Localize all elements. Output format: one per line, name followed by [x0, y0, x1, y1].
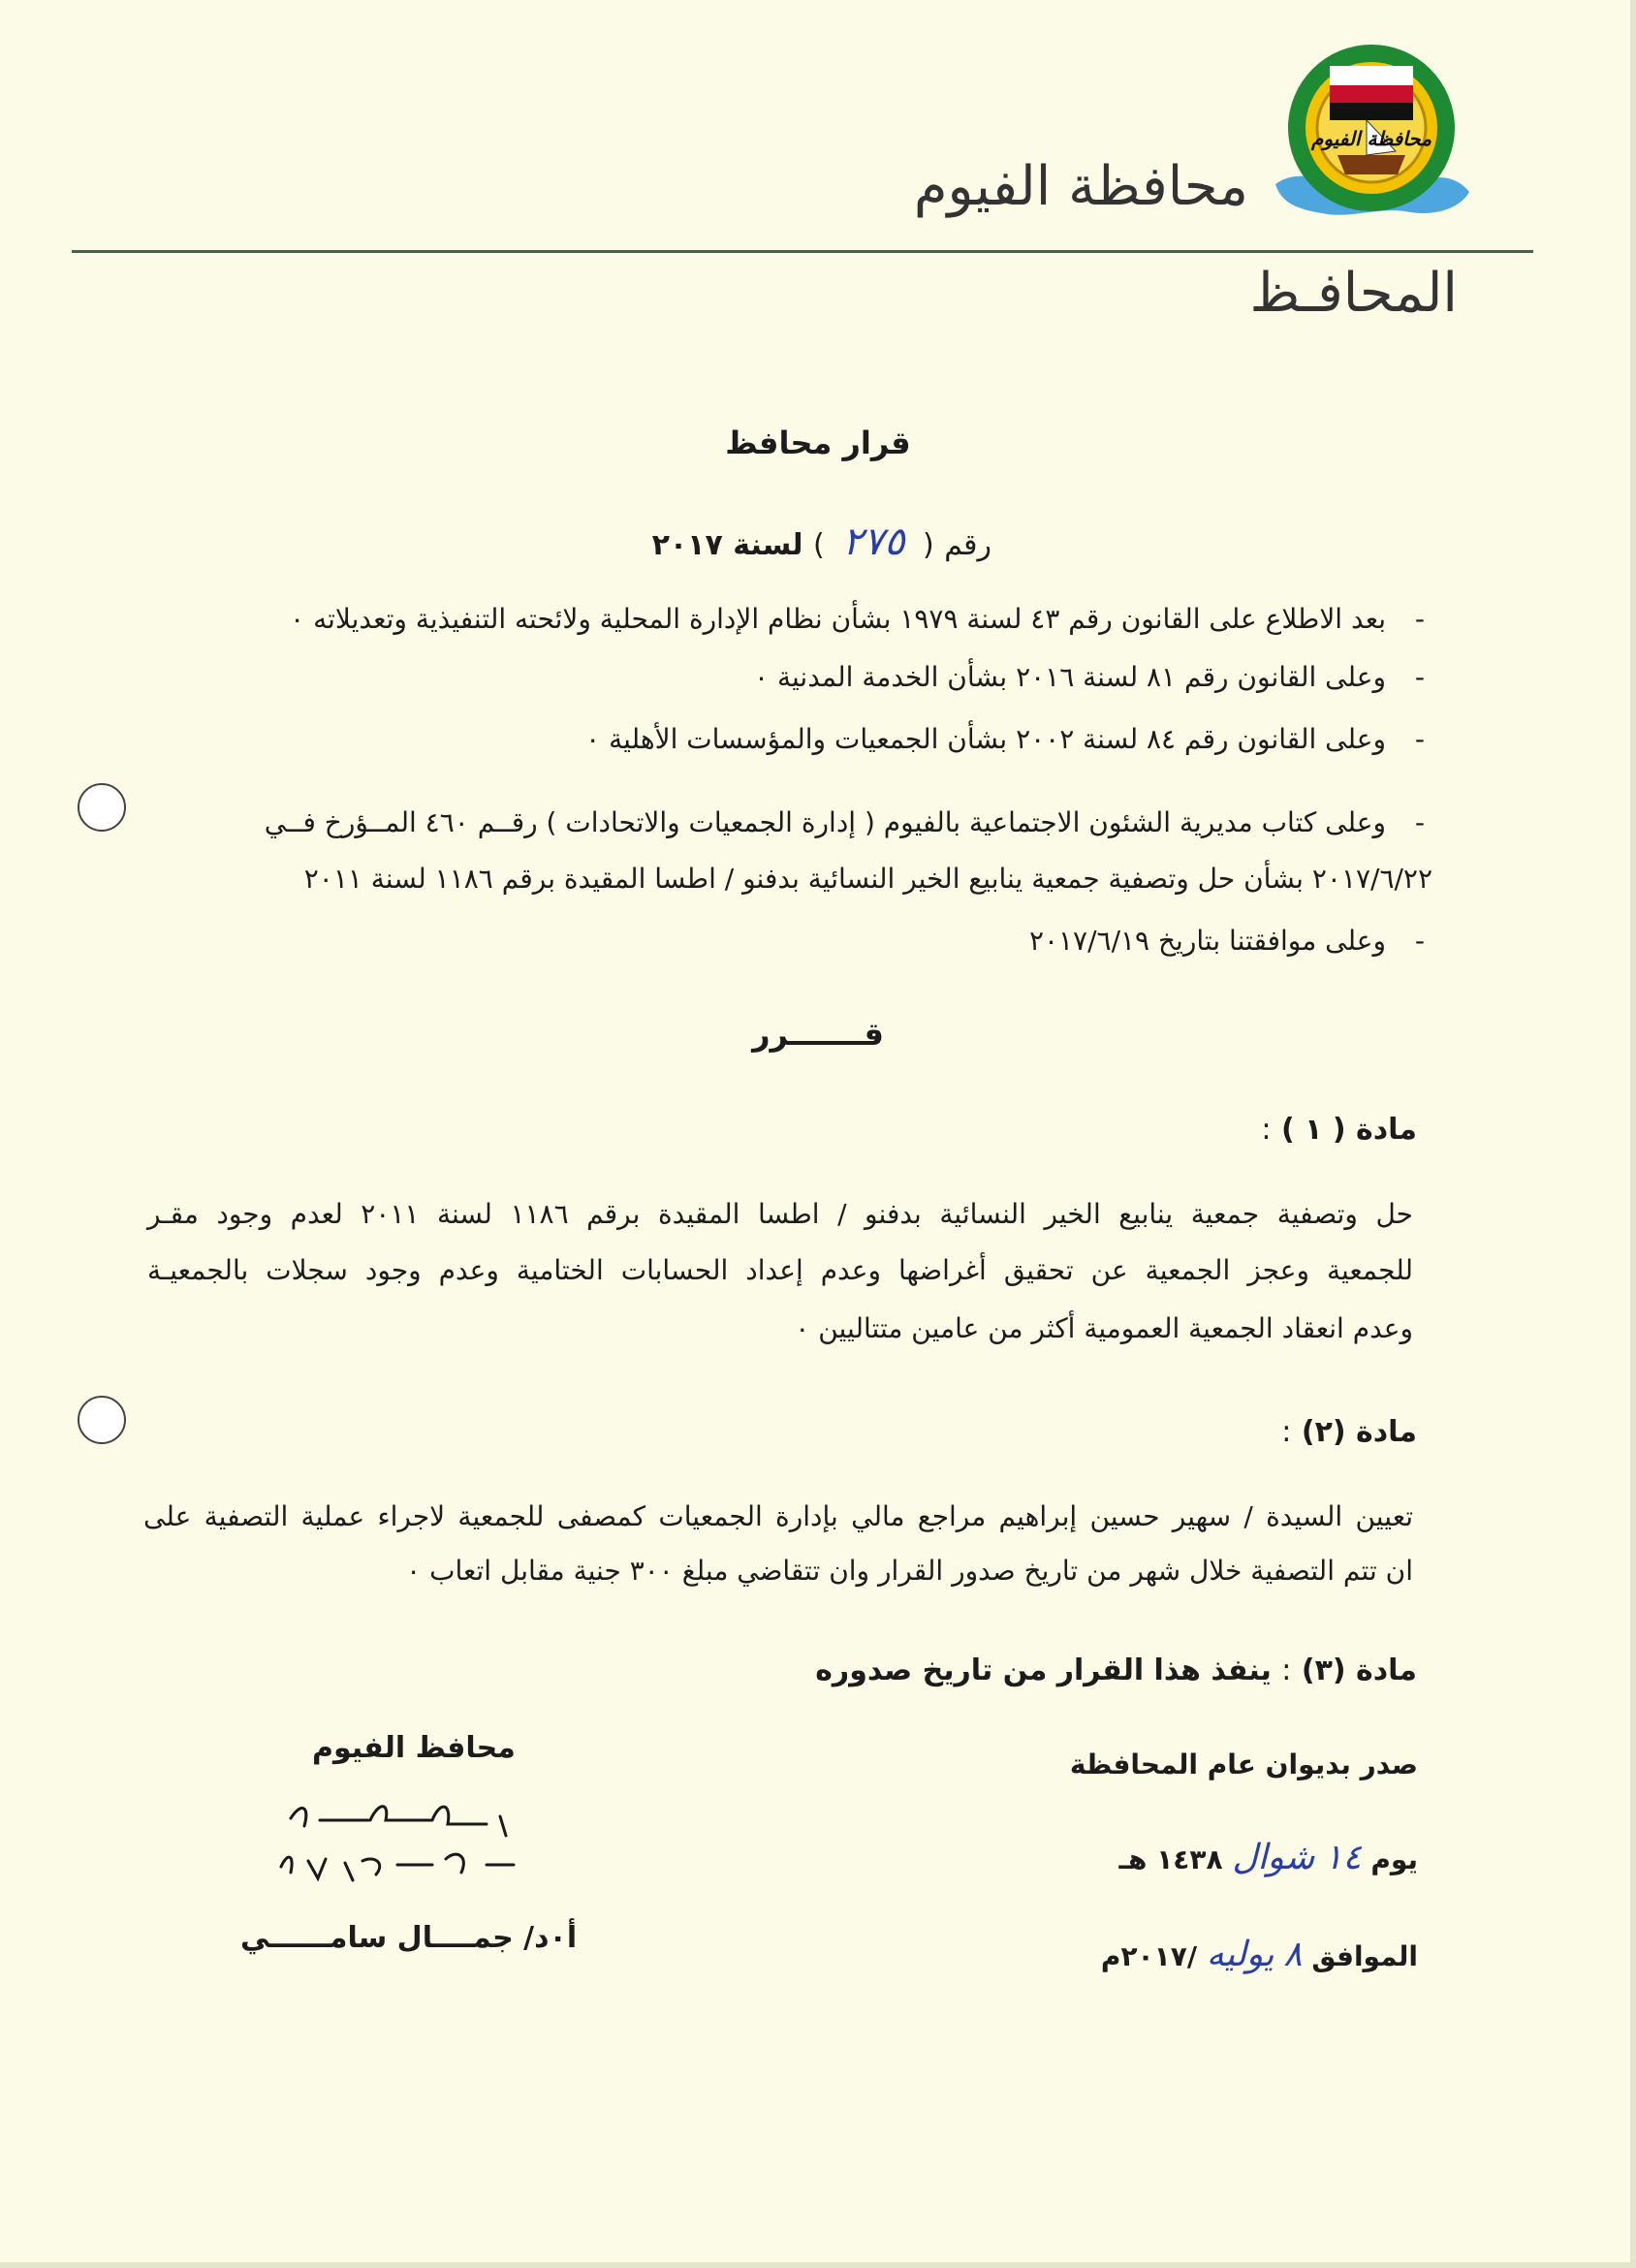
article-1-colon: :	[1261, 1113, 1272, 1147]
governorate-title: محافظة الفيوم	[913, 155, 1248, 218]
number-paren-open: (	[923, 528, 934, 562]
office-title: المحافـظ	[1249, 262, 1458, 325]
punch-hole-bottom	[78, 1396, 126, 1444]
preamble-line-2: وعلى القانون رقم ٨١ لسنة ٢٠١٦ بشأن الخدمة المدنية ٠	[754, 661, 1386, 693]
article-3-text: ينفذ هذا القرار من تاريخ صدوره	[815, 1654, 1272, 1687]
preamble-line-4a: وعلى كتاب مديرية الشئون الاجتماعية بالفيوم ( إدارة الجمعيات والاتحادات ) رقــم ٤٦٠ المــؤرخ فــي	[264, 806, 1386, 838]
header-divider	[72, 250, 1533, 253]
article-1-title: مادة ( ١ )	[1280, 1113, 1417, 1147]
decision-year: لسنة ٢٠١٧	[651, 528, 803, 562]
article-2-line-2: ان تتم التصفية خلال شهر من تاريخ صدور القرار وان تتقاضي مبلغ ٣٠٠ جنية مقابل اتعاب ٠	[406, 1555, 1413, 1587]
article-1-line-3: وعدم انعقاد الجمعية العمومية أكثر من عامين متتاليين ٠	[795, 1312, 1413, 1344]
bullet-dash: -	[1414, 723, 1425, 755]
governor-name: أ٠د/ جمــــال سامــــــي	[240, 1921, 578, 1955]
article-2-title: مادة (٢)	[1301, 1415, 1417, 1449]
decision-title: قرار محافظ	[725, 425, 911, 461]
corresponding-label: الموافق	[1311, 1940, 1418, 1972]
bullet-dash: -	[1414, 603, 1425, 635]
article-2-colon: :	[1281, 1415, 1292, 1449]
decides-heading: قـــــــرر	[752, 1016, 884, 1053]
day-handwritten: ١٤	[1323, 1838, 1362, 1877]
article-3-colon: :	[1281, 1654, 1292, 1687]
gregorian-date-line	[1101, 1935, 1418, 1974]
preamble-line-4b: ٢٠١٧/٦/٢٢ بشأن حل وتصفية جمعية ينابيع الخير النسائية بدفنو / اطسا المقيدة برقم ١١٨٦ لسنة ٢٠١١	[303, 863, 1432, 895]
gregorian-month-handwritten: يوليه	[1206, 1935, 1274, 1974]
article-1-line-2: للجمعية وعجز الجمعية عن تحقيق أغراضها وعدم إعداد الحسابات الختامية وعدم وجود سجلات بالجمعيـة	[147, 1254, 1413, 1286]
article-2-heading	[1281, 1415, 1417, 1449]
preamble-line-3: وعلى القانون رقم ٨٤ لسنة ٢٠٠٢ بشأن الجمعيات والمؤسسات الأهلية ٠	[585, 723, 1386, 755]
decision-number: ٢٧٥	[842, 520, 905, 564]
gregorian-day-handwritten: ٨	[1283, 1935, 1303, 1974]
decision-number-line	[652, 520, 991, 564]
handwritten-signature	[262, 1791, 552, 1917]
number-label: رقم	[944, 528, 991, 562]
punch-hole-top	[78, 783, 126, 832]
article-3-heading	[815, 1654, 1417, 1687]
hijri-month-handwritten: شوال	[1232, 1838, 1315, 1877]
governorate-logo	[1270, 39, 1473, 233]
number-paren-close: )	[812, 528, 825, 562]
article-2-line-1: تعيين السيدة / سهير حسين إبراهيم مراجع مالي بإدارة الجمعيات كمصفى للجمعية لاجراء عملية التصفية على	[143, 1500, 1413, 1532]
logo-text: محافظة الفيوم	[1311, 127, 1432, 150]
bullet-dash: -	[1414, 806, 1425, 838]
preamble-line-1: بعد الاطلاع على القانون رقم ٤٣ لسنة ١٩٧٩ بشأن نظام الإدارة المحلية ولائحته التنفيذية وتعديلاته ٠	[290, 603, 1386, 635]
issued-at: صدر بديوان عام المحافظة	[1069, 1748, 1418, 1780]
article-1-heading	[1261, 1113, 1417, 1147]
governor-title: محافظ الفيوم	[312, 1731, 516, 1765]
preamble-line-5: وعلى موافقتنا بتاريخ ٢٠١٧/٦/١٩	[1028, 925, 1386, 957]
hijri-year: ١٤٣٨ هـ	[1118, 1843, 1223, 1875]
day-label: يوم	[1370, 1843, 1418, 1875]
bullet-dash: -	[1414, 925, 1425, 957]
bullet-dash: -	[1414, 661, 1425, 693]
gregorian-year: /٢٠١٧م	[1100, 1940, 1198, 1972]
article-1-line-1: حل وتصفية جمعية ينابيع الخير النسائية بدفنو / اطسا المقيدة برقم ١١٨٦ لسنة ٢٠١١ لعدم وجود مقـر	[147, 1198, 1413, 1230]
article-3-title: مادة (٣)	[1301, 1654, 1417, 1687]
hijri-date-line	[1118, 1838, 1418, 1877]
